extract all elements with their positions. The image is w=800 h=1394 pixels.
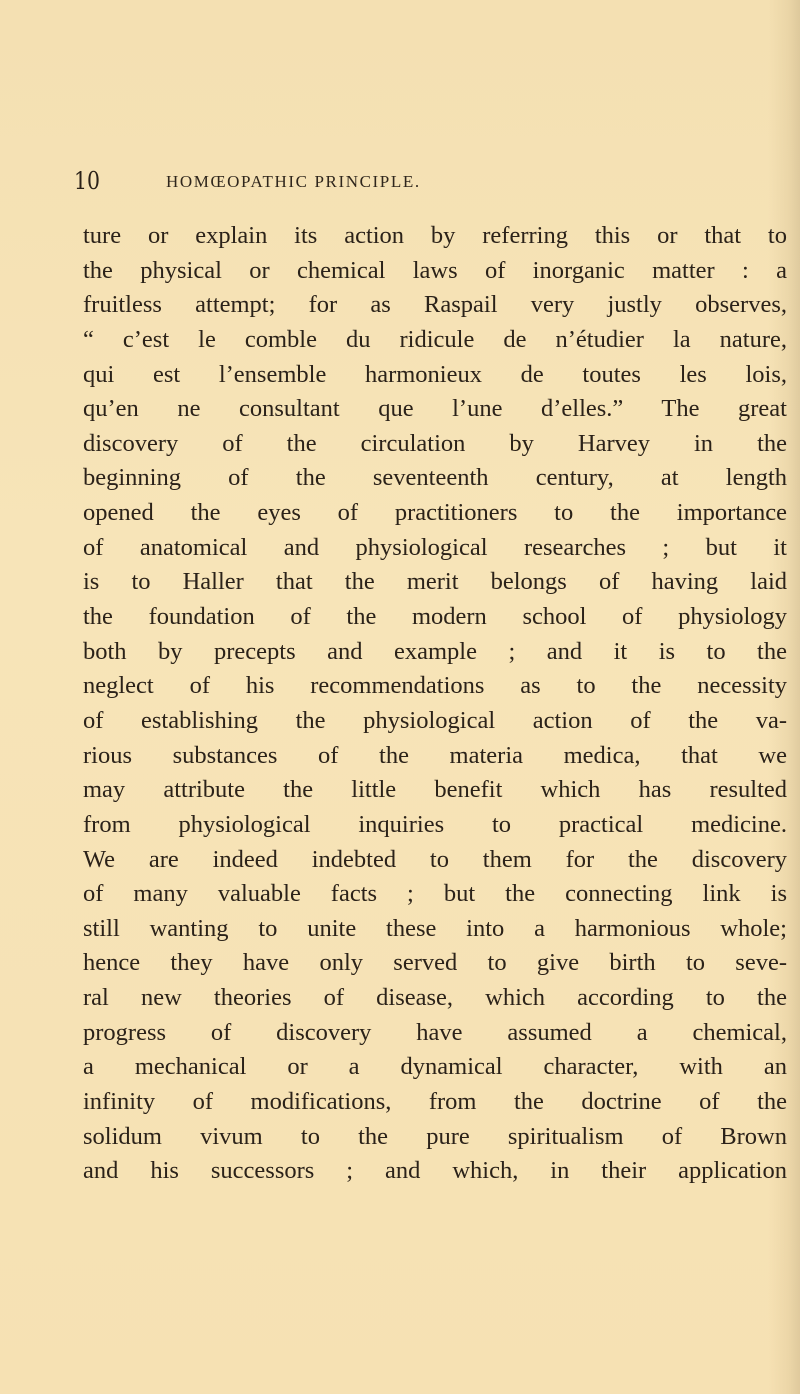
text-line: is to Haller that the merit belongs of having laid [83, 568, 787, 596]
text-line: hence they have only served to give birth to seve- [83, 949, 787, 977]
text-line: both by precepts and example ; and it is to the [83, 637, 787, 665]
page-number: 10 [74, 167, 100, 195]
text-line: of many valuable facts ; but the connecting link is [83, 880, 787, 908]
text-line: qui est l’ensemble harmonieux de toutes les lois, [83, 360, 787, 388]
text-line: solidum vivum to the pure spiritualism of Brown [83, 1122, 787, 1150]
text-line: qu’en ne consultant que l’une d’elles.” The great [83, 395, 787, 423]
text-line: beginning of the seventeenth century, at length [83, 464, 787, 492]
running-head [0, 163, 800, 203]
text-line: of anatomical and physiological researches ; but it [83, 533, 787, 561]
text-line: rious substances of the materia medica, that we [83, 741, 787, 769]
text-line: the physical or chemical laws of inorganic matter : a [83, 256, 787, 284]
text-line: ral new theories of disease, which according to the [83, 984, 787, 1012]
text-line: fruitless attempt; for as Raspail very justly observes, [83, 291, 787, 319]
text-line: discovery of the circulation by Harvey in the [83, 429, 787, 457]
text-line: neglect of his recommendations as to the necessity [83, 672, 787, 700]
text-line: the foundation of the modern school of physiology [83, 603, 787, 631]
text-line: still wanting to unite these into a harmonious whole; [83, 914, 787, 942]
text-line: a mechanical or a dynamical character, with an [83, 1053, 787, 1081]
text-line: We are indeed indebted to them for the discovery [83, 845, 787, 873]
text-line: infinity of modifications, from the doctrine of the [83, 1088, 787, 1116]
text-line: ture or explain its action by referring this or that to [83, 222, 787, 249]
text-line: from physiological inquiries to practical medicine. [83, 810, 787, 838]
body-text [83, 219, 787, 1189]
text-line: and his successors ; and which, in their application [83, 1157, 787, 1185]
text-line: may attribute the little benefit which has resulted [83, 776, 787, 804]
running-title: HOMŒOPATHIC PRINCIPLE. [166, 172, 421, 191]
text-line: “ c’est le comble du ridicule de n’étudier la nature, [83, 325, 787, 353]
text-line: of establishing the physiological action of the va- [83, 706, 787, 734]
text-line: progress of discovery have assumed a chemical, [83, 1018, 787, 1046]
text-line: opened the eyes of practitioners to the importance [83, 499, 787, 527]
